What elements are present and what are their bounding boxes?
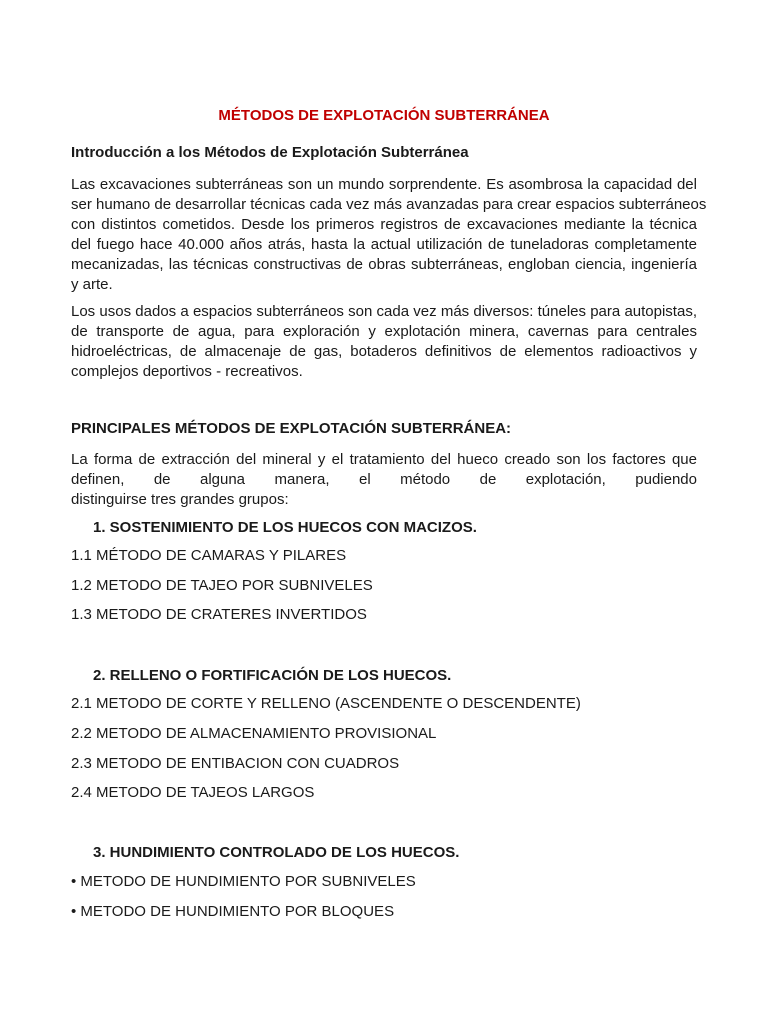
paragraph-line: hidroeléctricas, de almacenaje de gas, botaderos definitivos de elementos radioactivos y bbox=[71, 343, 697, 360]
paragraph-line: mecanizadas, las técnicas constructivas de obras subterráneas, engloban ciencia, ingeniería bbox=[71, 256, 697, 273]
group-1-item: 1.3 METODO DE CRATERES INVERTIDOS bbox=[71, 606, 367, 623]
group-2-item: 2.3 METODO DE ENTIBACION CON CUADROS bbox=[71, 755, 400, 772]
paragraph-line: distinguirse tres grandes grupos: bbox=[71, 491, 289, 508]
paragraph-line: Las excavaciones subterráneas son un mundo sorprendente. Es asombrosa la capacidad del bbox=[71, 176, 697, 193]
group-3-item: • METODO DE HUNDIMIENTO POR BLOQUES bbox=[71, 903, 395, 920]
group-1-heading: 1. SOSTENIMIENTO DE LOS HUECOS CON MACIZOS. bbox=[93, 519, 477, 536]
paragraph-line: La forma de extracción del mineral y el tratamiento del hueco creado son los factores que bbox=[71, 451, 697, 468]
paragraph-line: con distintos cometidos. Desde los primeros registros de excavaciones mediante la técnica bbox=[71, 216, 697, 233]
intro-paragraph-1 bbox=[71, 175, 707, 295]
paragraph-line: ser humano de desarrollar técnicas cada vez más avanzadas para crear espacios subterráneos bbox=[71, 196, 707, 213]
paragraph-line: y arte. bbox=[71, 276, 113, 293]
group-2-item: 2.4 METODO DE TAJEOS LARGOS bbox=[71, 784, 315, 801]
paragraph-line: de transporte de agua, para exploración y explotación minera, cavernas para centrales bbox=[71, 323, 697, 340]
group-3-heading: 3. HUNDIMIENTO CONTROLADO DE LOS HUECOS. bbox=[93, 844, 460, 861]
group-2-item: 2.1 METODO DE CORTE Y RELLENO (ASCENDENTE O DESCENDENTE) bbox=[71, 695, 581, 712]
group-3-item: • METODO DE HUNDIMIENTO POR SUBNIVELES bbox=[71, 873, 416, 890]
main-paragraph bbox=[71, 450, 697, 510]
main-heading: PRINCIPALES MÉTODOS DE EXPLOTACIÓN SUBTERRÁNEA: bbox=[71, 420, 512, 437]
intro-heading: Introducción a los Métodos de Explotación Subterránea bbox=[71, 144, 469, 161]
group-2-heading: 2. RELLENO O FORTIFICACIÓN DE LOS HUECOS. bbox=[93, 667, 452, 684]
group-1-item: 1.2 METODO DE TAJEO POR SUBNIVELES bbox=[71, 577, 373, 594]
group-2-item: 2.2 METODO DE ALMACENAMIENTO PROVISIONAL bbox=[71, 725, 437, 742]
group-1-item: 1.1 MÉTODO DE CAMARAS Y PILARES bbox=[71, 547, 347, 564]
paragraph-line: del fuego hace 40.000 años atrás, hasta la actual utilización de tuneladoras completamente bbox=[71, 236, 697, 253]
document-title: MÉTODOS DE EXPLOTACIÓN SUBTERRÁNEA bbox=[218, 107, 550, 124]
paragraph-line: Los usos dados a espacios subterráneos son cada vez más diversos: túneles para autopistas, bbox=[71, 303, 697, 320]
paragraph-line: complejos deportivos - recreativos. bbox=[71, 363, 303, 380]
intro-paragraph-2 bbox=[71, 302, 697, 382]
paragraph-line: definen, de alguna manera, el método de explotación, pudiendo bbox=[71, 471, 697, 488]
